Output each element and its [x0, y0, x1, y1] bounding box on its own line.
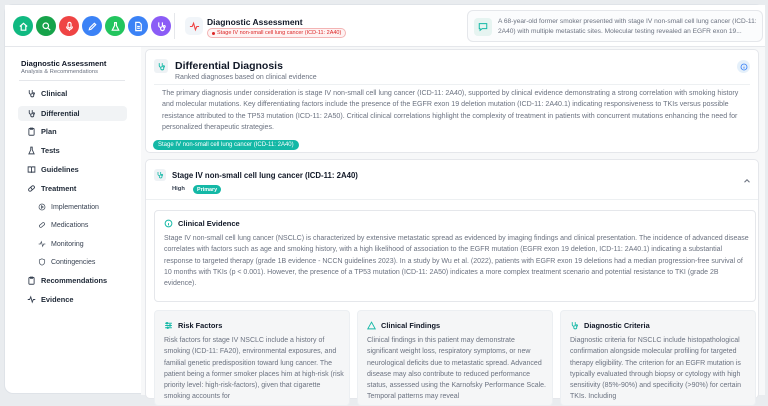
sidebar-subitem-label: Monitoring [51, 240, 84, 248]
sidebar-item-label: Treatment [41, 184, 77, 193]
book-icon [27, 165, 36, 174]
sidebar-subitem-implementation[interactable] [38, 203, 99, 211]
info-icon[interactable] [737, 60, 750, 73]
sidebar-subitem-medications[interactable] [38, 221, 88, 229]
sidebar-title: Diagnostic Assessment [21, 59, 107, 68]
diagnostic-criteria-title: Diagnostic Criteria [584, 321, 650, 330]
sidebar-subitem-label: Implementation [51, 203, 99, 211]
differential-summary: The primary diagnosis under consideration is stage IV non-small cell lung cancer (ICD-11: 2A40), supported by clinical evidence demonstrating a strong correlation with smoking history and molecular mutations. Key differentiating factors include the presence of the EGFR exon 19 deletion mutation (ICD-11: 2A40.1) indicating responsiveness to TKIs versus possible resistance attributed to the TP53 mutation (ICD-11: 2A50). Critical clinical correlations highlight the complexity of treatment in patients with concurrent mutations enhancing the need for personalized therapeutic strategies. [162, 89, 739, 131]
risk-factors-panel [154, 310, 350, 406]
shield-icon [38, 258, 46, 266]
stethoscope-icon [154, 59, 168, 73]
toolbar-divider [174, 13, 175, 39]
pill-icon [27, 184, 36, 193]
message-icon [474, 18, 492, 36]
document-icon[interactable] [128, 16, 148, 36]
sidebar-item-label: Tests [41, 146, 60, 155]
diagnosis-title: Stage IV non-small cell lung cancer (ICD-11: 2A40) [172, 171, 358, 180]
risk-icon [164, 321, 173, 330]
sidebar-item-differential[interactable] [18, 106, 127, 121]
sidebar-item-recommendations[interactable] [27, 276, 107, 285]
priority-label: High [172, 186, 185, 192]
microphone-icon[interactable] [59, 16, 79, 36]
sidebar-item-plan[interactable] [27, 127, 57, 136]
clinical-evidence-text: Stage IV non-small cell lung cancer (NSCLC) is characterized by extensive metastatic spread as evidenced by imaging findings and clinical presentation. The incidence of advanced disease correlates with factors such as age and smoking history, with a high likelihood of association to the EGFR mutation (EGFR exon 19 deletion, ICD-11: 2A40.1) indicating a substantial response to targeted therapy (grade 1B evidence - NCCN guidelines 2023). In a study by Wu et al. (2022), patients with EGFR exon 19 deletions had a median progression-free survival of 10 months with TKIs (p < 0.001). However, the presence of a TP53 mutation (ICD-11: 2A50) indicates a more complex treatment scenario and potential resistance to TKI (grade 2B evidence). [164, 235, 749, 288]
pen-icon[interactable] [82, 16, 102, 36]
clinical-evidence-panel [154, 210, 756, 302]
activity-icon [185, 17, 203, 35]
play-circle-icon [38, 203, 46, 211]
divider [154, 84, 750, 85]
sidebar-subitem-label: Medications [51, 221, 89, 229]
risk-factors-text: Risk factors for stage IV NSCLC include a history of smoking (ICD-11: FA20), environmental exposures, and familial genetic predisposition toward lung cancer. The patient being a former smoker places him at high-risk (risk priority level: high-risk-factors), given that cigarette smoking accounts for [164, 337, 344, 401]
sidebar [5, 47, 140, 395]
activity-icon [38, 240, 46, 248]
section-title: Differential Diagnosis [175, 60, 283, 72]
case-summary[interactable] [467, 10, 763, 42]
sidebar-item-label: Clinical [41, 89, 68, 98]
diagnostic-criteria-text: Diagnostic criteria for NSCLC include histopathological confirmation alongside molecular profiling for targeted therapy eligibility. The criterion for an EGFR mutation is typically evaluated through biopsy or cytology with high sensitivity (85%-90%) and specificity (>90%) for certain TKIs. Including [570, 337, 741, 401]
section-subtitle: Ranked diagnoses based on clinical evidence [175, 74, 317, 81]
page-title: Diagnostic Assessment [207, 17, 303, 27]
sidebar-item-label: Evidence [41, 295, 74, 304]
sidebar-subitem-contingencies[interactable] [38, 258, 95, 266]
diagnostic-criteria-panel [560, 310, 756, 406]
sidebar-item-evidence[interactable] [27, 295, 73, 304]
sidebar-subitem-label: Contingencies [51, 258, 96, 266]
status-dot [212, 32, 215, 35]
clinical-findings-panel [357, 310, 553, 406]
clinical-findings-title: Clinical Findings [381, 321, 441, 330]
sidebar-subitem-monitoring[interactable] [38, 240, 84, 248]
clinical-findings-text: Clinical findings in this patient may demonstrate significant weight loss, respiratory symptoms, or new neurological deficits due to metastatic spread. Advanced disease may also contribute to reduced performance status, assessed using the Karnofsky Performance Scale. Temporal patterns may reveal [367, 337, 546, 401]
sidebar-divider [19, 80, 125, 81]
sidebar-item-label: Plan [41, 127, 57, 136]
primary-badge: Primary [193, 185, 221, 194]
info-circle-icon [164, 219, 173, 228]
diagnosis-badge-label: Stage IV non-small cell lung cancer (ICD-11: 2A40) [217, 30, 342, 36]
activity-icon [27, 295, 36, 304]
sidebar-item-treatment[interactable] [27, 184, 76, 193]
sidebar-item-tests[interactable] [27, 146, 60, 155]
sidebar-item-label: Recommendations [41, 276, 108, 285]
clipboard-icon [27, 276, 36, 285]
sidebar-subtitle: Analysis & Recommendations [21, 69, 99, 75]
sidebar-item-clinical[interactable] [27, 89, 67, 98]
sidebar-item-label: Differential [41, 109, 80, 118]
chevron-up-icon[interactable] [742, 176, 752, 186]
sidebar-item-guidelines[interactable] [27, 165, 79, 174]
flask-icon [27, 146, 36, 155]
differential-card [145, 49, 759, 153]
main-content [141, 47, 765, 401]
top-toolbar [5, 5, 765, 47]
triangle-icon [367, 321, 376, 330]
clinical-evidence-title: Clinical Evidence [178, 219, 240, 228]
diagnosis-badge [207, 28, 346, 38]
diagnosis-tag[interactable]: Stage IV non-small cell lung cancer (ICD-11: 2A40) [153, 140, 299, 150]
home-icon[interactable] [13, 16, 33, 36]
stethoscope-icon[interactable] [151, 16, 171, 36]
app-window [4, 4, 764, 401]
pill-icon [38, 221, 46, 229]
search-icon[interactable] [36, 16, 56, 36]
stethoscope-icon [27, 109, 36, 118]
diagnosis-card-header[interactable] [146, 160, 758, 200]
diagnosis-card [145, 159, 759, 399]
case-summary-text: A 68-year-old former smoker presented with stage IV non-small cell lung cancer (ICD-11: 2A40) with multiple metastatic sites. Molecular testing revealed an EGFR exon 19... [498, 18, 757, 35]
sidebar-item-label: Guidelines [41, 165, 79, 174]
stethoscope-icon [154, 169, 166, 181]
risk-factors-title: Risk Factors [178, 321, 223, 330]
clipboard-icon [27, 127, 36, 136]
flask-icon[interactable] [105, 16, 125, 36]
stethoscope-icon [570, 321, 579, 330]
stethoscope-icon [27, 89, 36, 98]
